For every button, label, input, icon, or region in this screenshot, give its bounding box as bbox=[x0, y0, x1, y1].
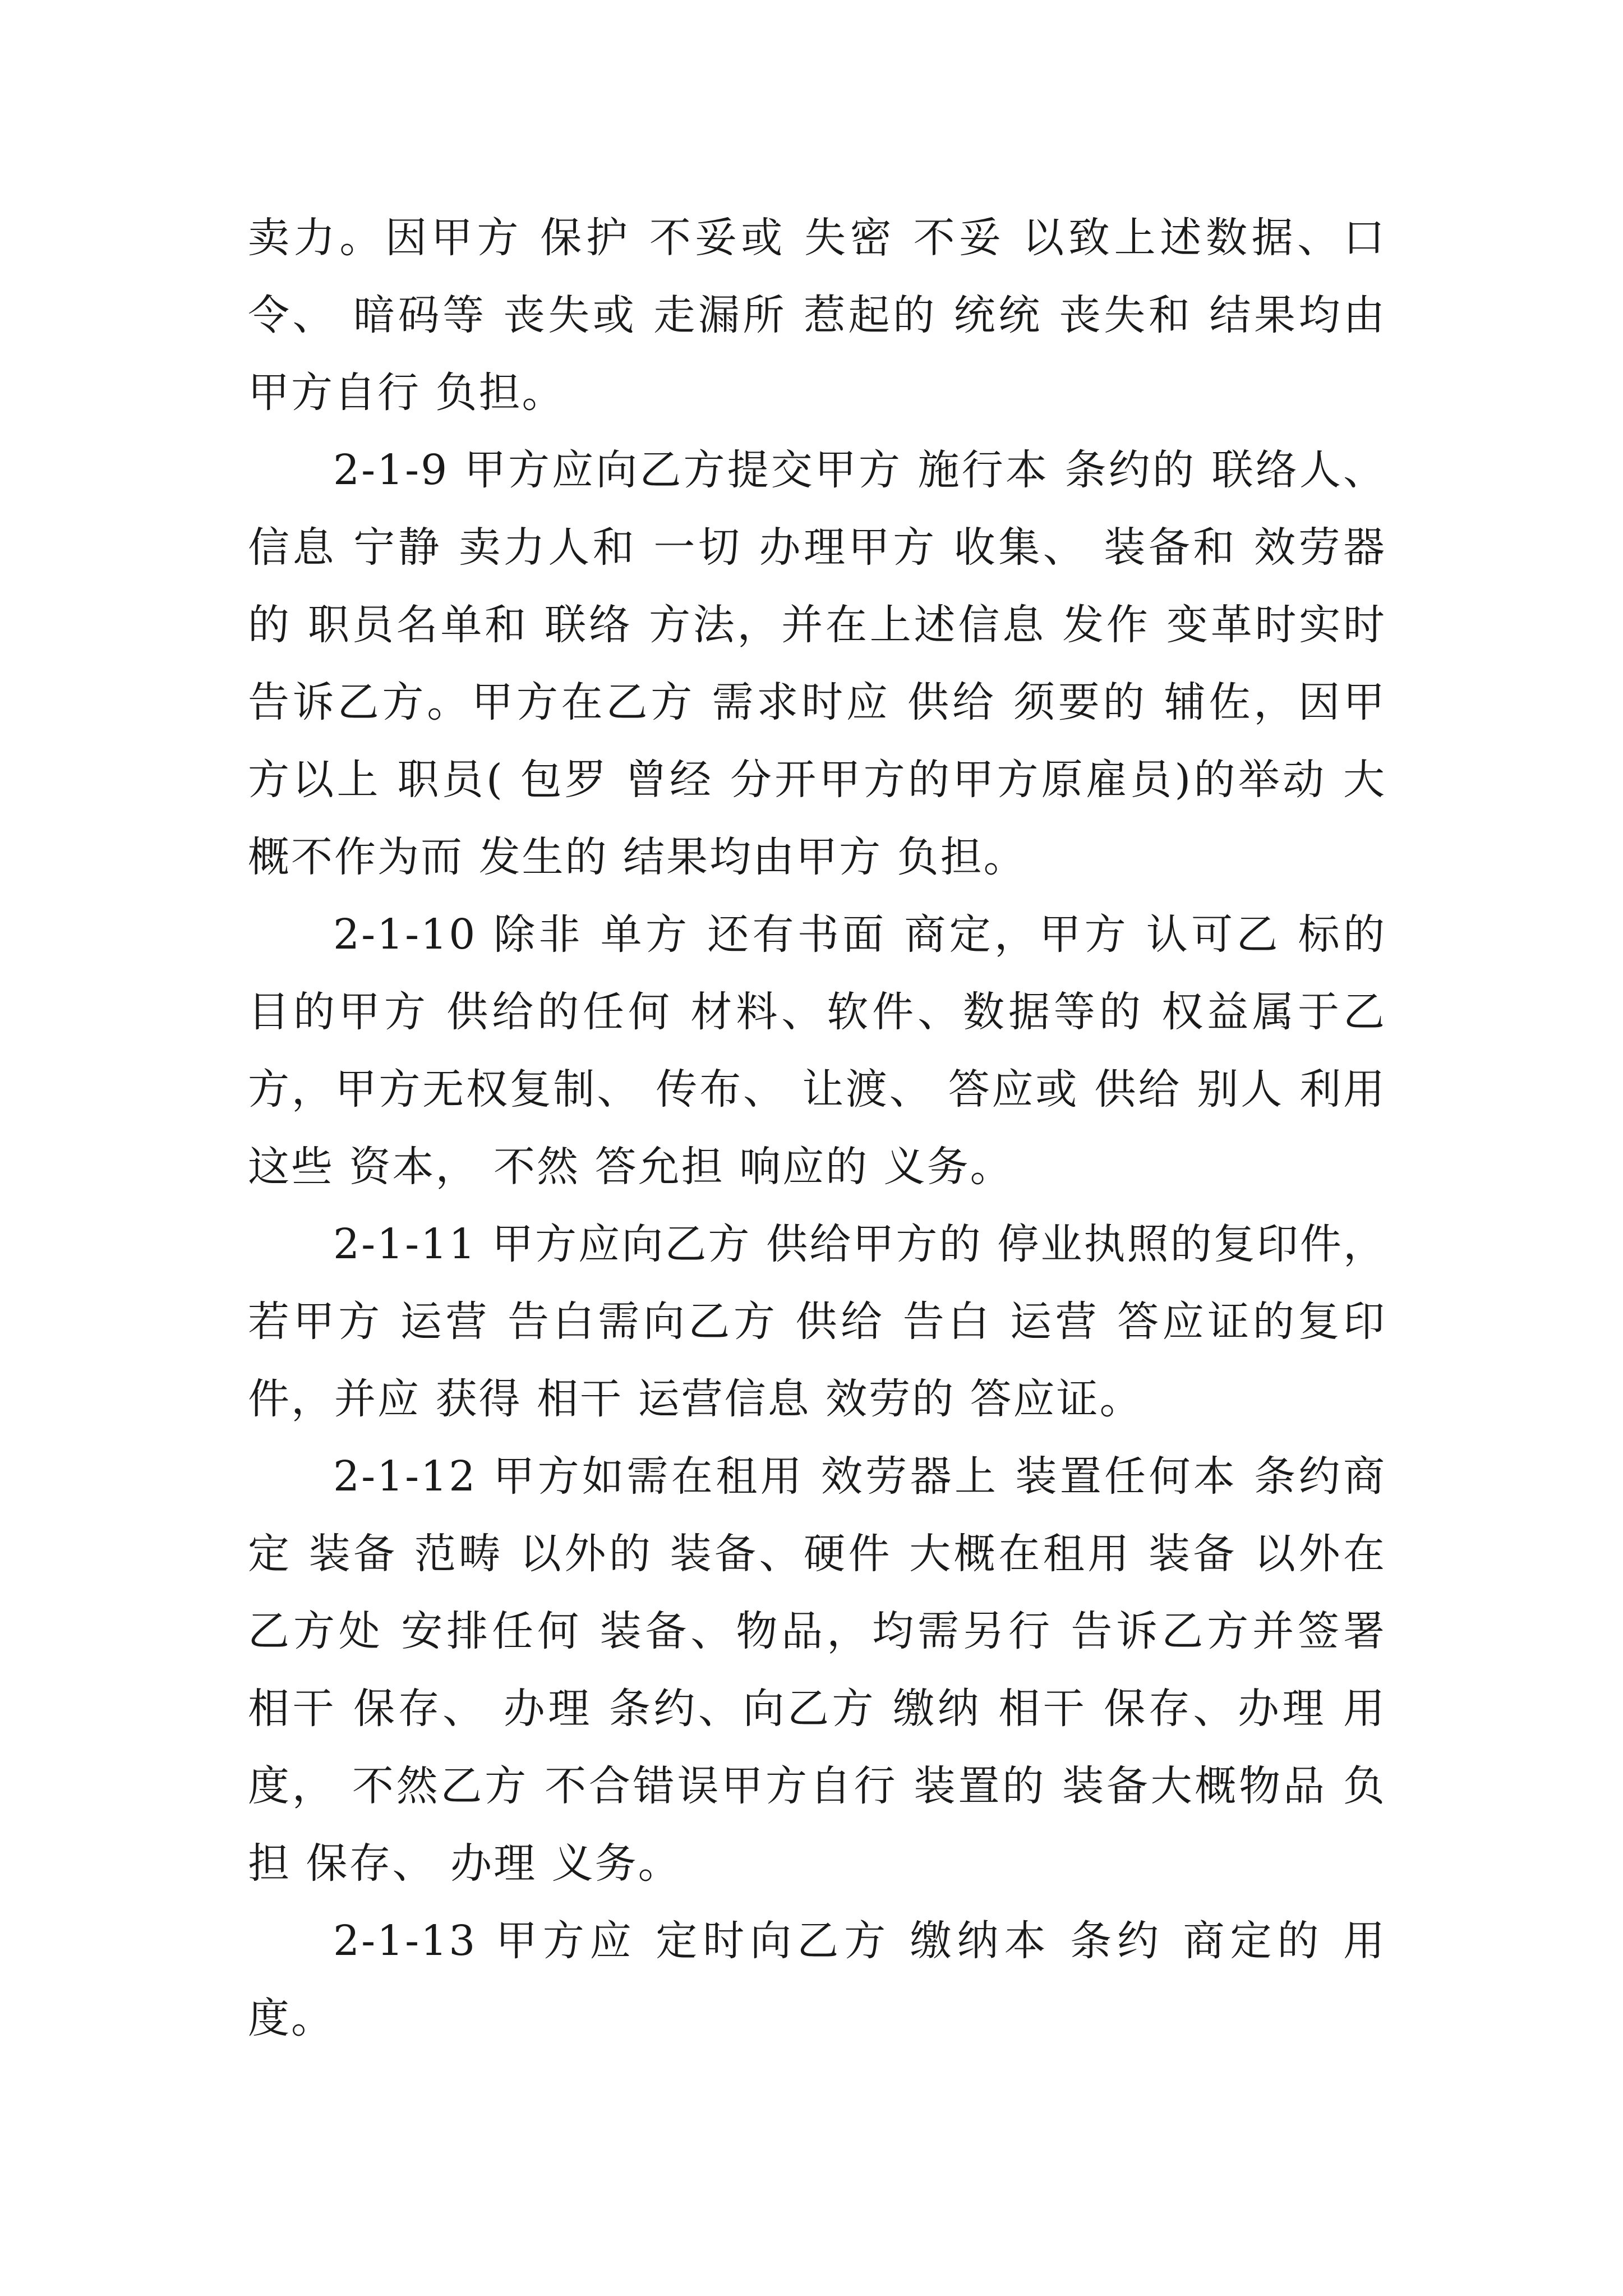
paragraph-2-1-11: 2-1-11 甲方应向乙方 供给甲方的 停业执照的复印件，若甲方 运营 告白需向乙方 供给 告白 运营 答应证的复印件，并应 获得 相干 运营信息 效劳的 答应证。 bbox=[248, 1220, 1386, 1423]
paragraph-2-1-12: 2-1-12 甲方如需在租用 效劳器上 装置任何本 条约商定 装备 范畴 以外的 装备、硬件 大概在租用 装备 以外在乙方处 安排任何 装备、物品，均需另行 告诉乙方并签署 相干 保存、 办理 条约、向乙方 缴纳 相干 保存、办理 用度， 不然乙方 不合错误甲方自行 装置的 装备大概物品 负担 保存、 办理 义务。 bbox=[248, 1452, 1386, 1888]
paragraph-2-1-9: 2-1-9 甲方应向乙方提交甲方 施行本 条约的 联络人、信息 宁静 卖力人和 一切 办理甲方 收集、 装备和 效劳器的 职员名单和 联络 方法，并在上述信息 发作 变革时实时 告诉乙方。甲方在乙方 需求时应 供给 须要的 辅佐，因甲方以上 职员( 包罗 曾经 分开甲方的甲方原雇员)的举动 大概不作为而 发生的 结果均由甲方 负担。 bbox=[248, 446, 1386, 881]
paragraph-2-1-13: 2-1-13 甲方应 定时向乙方 缴纳本 条约 商定的 用度。 bbox=[248, 1917, 1386, 2042]
paragraph-2-1-10: 2-1-10 除非 单方 还有书面 商定，甲方 认可乙 标的目的甲方 供给的任何 材料、软件、数据等的 权益属于乙方，甲方无权复制、 传布、 让渡、 答应或 供给 别人 利用这些 资本， 不然 答允担 响应的 义务。 bbox=[248, 910, 1386, 1191]
document-body bbox=[248, 199, 1386, 2057]
paragraph-1: 卖力。因甲方 保护 不妥或 失密 不妥 以致上述数据、口令、 暗码等 丧失或 走漏所 惹起的 统统 丧失和 结果均由甲方自行 负担。 bbox=[248, 214, 1386, 417]
